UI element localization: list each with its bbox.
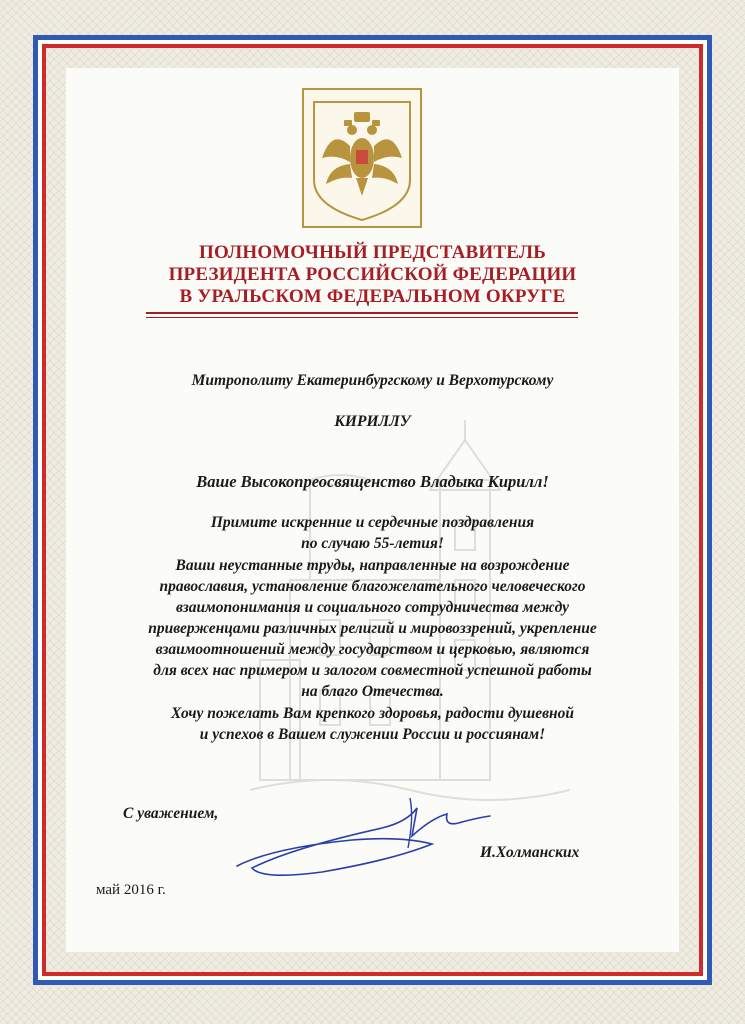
recipient-title: Митрополиту Екатеринбургскому и Верхотурскому bbox=[191, 372, 554, 389]
header-rule-thin bbox=[146, 317, 578, 318]
body-line: на благо Отечества. bbox=[301, 683, 444, 700]
body-line: приверженцами различных религий и мировоззрений, укрепление bbox=[148, 620, 597, 637]
header-line-2: ПРЕЗИДЕНТА РОССИЙСКОЙ ФЕДЕРАЦИИ bbox=[168, 264, 577, 285]
closing: С уважением, bbox=[123, 805, 219, 822]
body-line: и успехов в Вашем служении России и россиянам! bbox=[199, 726, 546, 743]
body-line: для всех нас примером и залогом совместной успешной работы bbox=[153, 662, 592, 679]
coat-of-arms-emblem bbox=[302, 88, 422, 228]
header-rule bbox=[146, 312, 578, 314]
body-line: Ваши неустанные труды, направленные на возрождение bbox=[175, 557, 570, 574]
body-line: взаимопонимания и социального сотрудничества между bbox=[175, 599, 570, 616]
body-line: взаимоотношений между государством и церковью, являются bbox=[155, 641, 590, 658]
recipient-name: КИРИЛЛУ bbox=[334, 413, 411, 430]
header-line-3: В УРАЛЬСКОМ ФЕДЕРАЛЬНОМ ОКРУГЕ bbox=[179, 286, 566, 307]
handwritten-signature bbox=[232, 788, 492, 878]
signatory-name: И.Холманских bbox=[480, 844, 580, 861]
body-line: по случаю 55-летия! bbox=[301, 535, 444, 552]
body-line: Хочу пожелать Вам крепкого здоровья, радости душевной bbox=[170, 705, 575, 722]
letter-date: май 2016 г. bbox=[96, 882, 166, 898]
body-line: Примите искренние и сердечные поздравления bbox=[210, 514, 535, 531]
salutation: Ваше Высокопреосвященство Владыка Кирилл! bbox=[196, 472, 549, 491]
body-line: православия, установление благожелательного человеческого bbox=[159, 578, 586, 595]
header-line-1: ПОЛНОМОЧНЫЙ ПРЕДСТАВИТЕЛЬ bbox=[198, 242, 547, 263]
